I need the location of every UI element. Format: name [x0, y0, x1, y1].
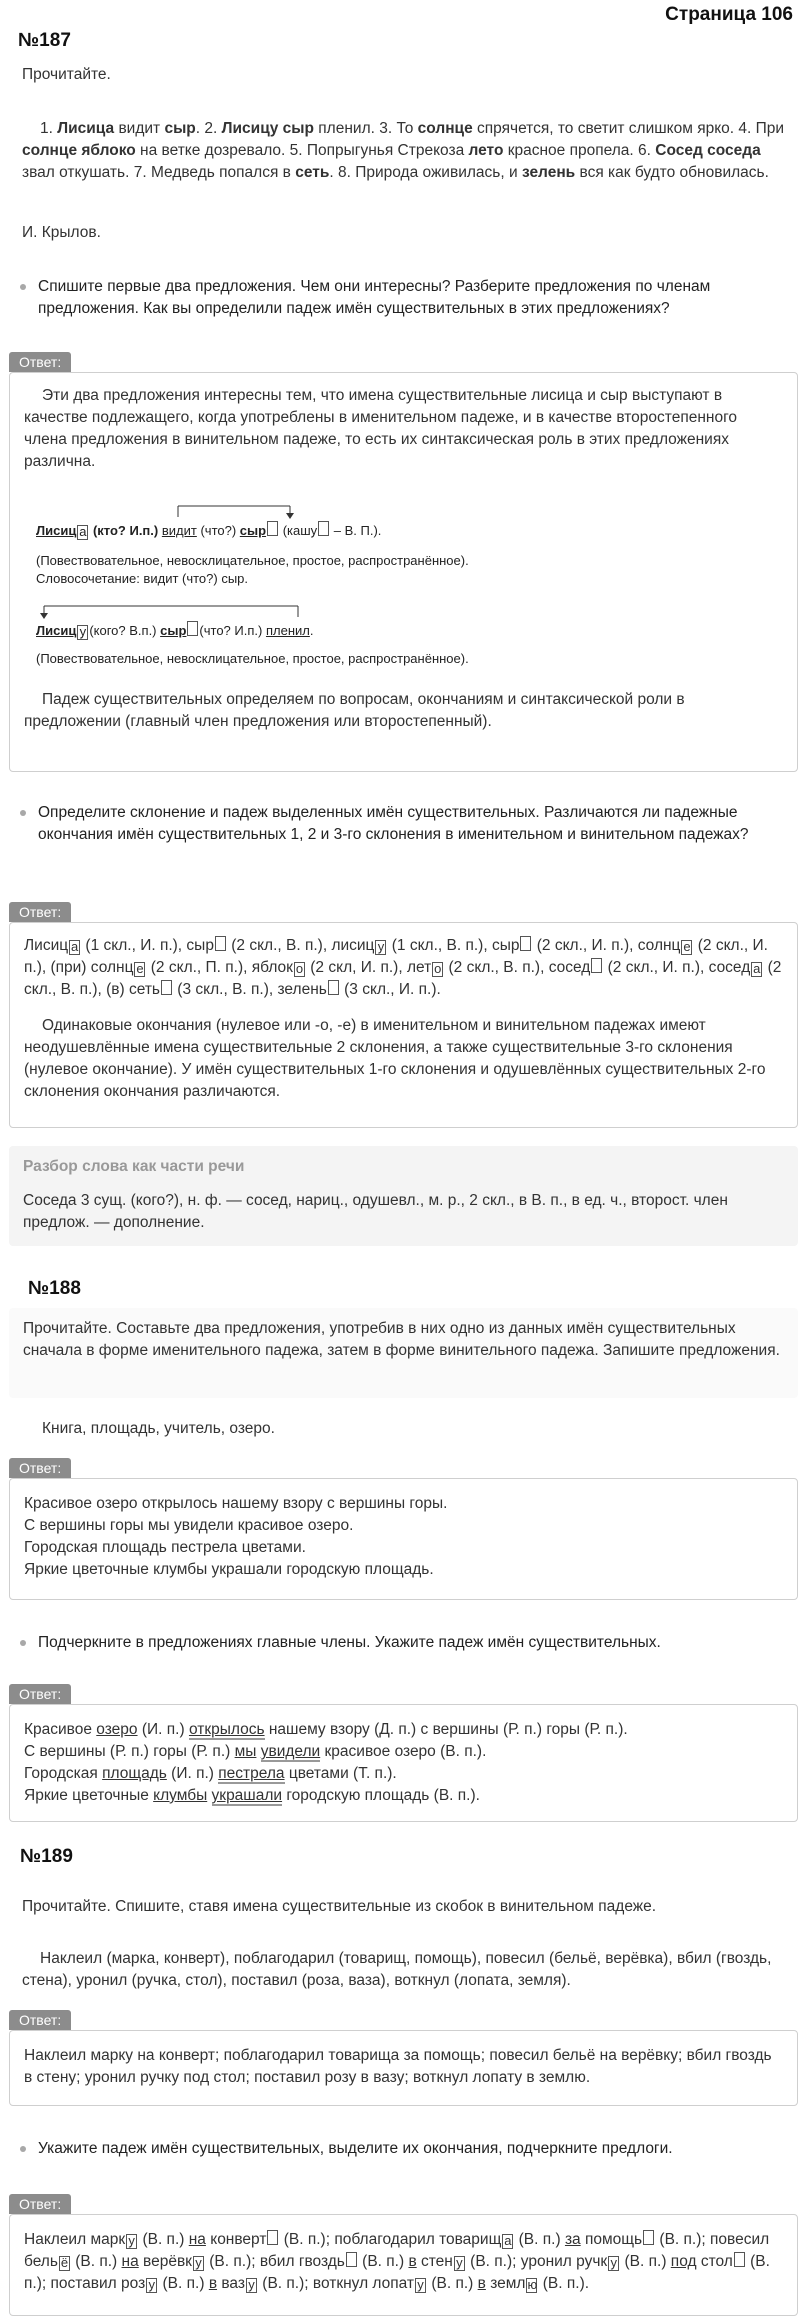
ending-box [267, 2230, 278, 2245]
preposition: в [408, 2253, 417, 2270]
question-188-2: Подчеркните в предложениях главные члены. Укажите падеж имён существительных. [18, 1632, 793, 1654]
scheme-note-1: (Повествовательное, невосклицательное, простое, распространённое). [36, 553, 469, 568]
word-stem: конверт [210, 2231, 267, 2248]
word-stem: сыр [491, 937, 520, 954]
declension-list [24, 935, 783, 1001]
sentence-1: Красивое озеро открылось нашему взору с вершины горы. [24, 1495, 448, 1512]
ending-box: у [375, 940, 386, 955]
sentence-2: С вершины горы мы увидели красивое озеро. [24, 1517, 354, 1534]
word-stem: яблок [251, 959, 293, 976]
word-stem: земл [490, 2275, 526, 2292]
case-note: (В. п.) [427, 2275, 478, 2292]
case-note: (В. п.) [158, 2275, 209, 2292]
case-note: (В. п.) [138, 2231, 189, 2248]
ending-box: у [246, 2278, 257, 2293]
case-note: (В. п.) [514, 2231, 565, 2248]
answer-paragraph: Эти два предложения интересны тем, что имена существительные лисица и сыр выступают в качестве подлежащего, когда употреблены в именительном падеже, и в качестве второстепенного члена предложения в винительном падеже, то есть их синтаксическая роль в этих предложениях различна. [24, 387, 738, 470]
ending-box: о [434, 961, 442, 976]
ending-box: ё [60, 2255, 69, 2270]
scheme-line-2: Лисиц у (кого? В.п.) сыр (что? И.п.) пленил. [36, 623, 314, 639]
ending-box: о [295, 961, 304, 976]
source-text: Наклеил (марка, конверт), поблагодарил (товарищ, помощь), повесил (бельё, верёвка), вбил (гвоздь, стена), уронил (ручка, стол), поставил (роза, ваза), воткнул (лопата, земля). [22, 1950, 772, 1989]
word-stem: лисиц [331, 937, 375, 954]
scheme-line-1: Лисиц а (кто? И.п.) видит (что?) сыр (кашу – В. П.). [36, 523, 382, 539]
word-stem: сеть [128, 981, 160, 998]
word-parse-box [9, 1146, 798, 1246]
word-parse-title: Разбор слова как части речи [23, 1158, 245, 1175]
word-stem: солнц [90, 959, 134, 976]
ending-box: ю [527, 2277, 538, 2292]
word-list: Книга, площадь, учитель, озеро. [42, 1420, 275, 1437]
answer-box-187-2 [9, 922, 798, 1128]
answer-tag: Ответ: [9, 1684, 71, 1704]
case-note: (3 скл., В. п.), [173, 981, 278, 998]
task-189: Прочитайте. Спишите, ставя имена существительные из скобок в винительном падеже. [22, 1898, 657, 1915]
answer-paragraph: Одинаковые окончания (нулевое или -о, -е) в именительном и винительном падежах имеют неодушевлённые имена существительные 2 склонения, а также существительные 3-го склонения (нулевое окончание). У имён существительных 1-го склонения и одушевлённых существительных 2-го склонения окончания различаются. [24, 1017, 766, 1100]
case-note: (2 скл., И. п.), [603, 959, 709, 976]
ending-box: у [608, 2256, 619, 2271]
answer-tag: Ответ: [9, 1458, 71, 1478]
case-note: (2 скл., И. п.), [532, 937, 638, 954]
ending-box: е [683, 939, 691, 954]
question-187-2: Определите склонение и падеж выделенных имён существительных. Различаются ли падежные окончания имён существительных 1, 2 и 3-го склонения в именительном и винительном падежах? [18, 802, 793, 846]
word-stem: марк [90, 2231, 126, 2248]
case-note: (3 скл., И. п.). [339, 981, 441, 998]
case-note: (В. п.); уронил [465, 2253, 577, 2270]
question-189-2: Укажите падеж имён существительных, выделите их окончания, подчеркните предлоги. [18, 2138, 793, 2160]
ending-box: е [136, 961, 144, 976]
poem-text: 1. Лисица видит сыр. 2. Лисицу сыр пленил. 3. То солнце спрячется, то светит слишком ярко. 4. При солнце яблоко на ветке дозревало. 5. Попрыгунья Стрекоза лето красное пропела. 6. Сосед соседа звал откушать. 7. Медведь попался в сеть. 8. Природа оживилась, и зелень вся как будто обновилась. [22, 120, 785, 181]
case-note: (2 скл., В. п.), (в) [24, 959, 782, 998]
preposition: в [477, 2275, 486, 2292]
word-stem: ваз [221, 2275, 245, 2292]
ending-box: у [454, 2256, 465, 2271]
answer-tag: Ответ: [9, 352, 71, 372]
case-note: (В. п.); повесил [655, 2231, 770, 2248]
word-stem: стен [421, 2253, 453, 2270]
case-note: (В. п.); воткнул [257, 2275, 373, 2292]
sentence-4: Яркие цветочные клумбы украшали городскую площадь. [24, 1561, 434, 1578]
analysed-sentence-3: Городская площадь (И. п.) пестрела цветами (Т. п.). [24, 1765, 397, 1782]
ending-box: у [146, 2278, 157, 2293]
ending-box: у [126, 2234, 137, 2249]
case-note: (В. п.); поставил [24, 2253, 770, 2292]
answer-box-188-1 [9, 1478, 798, 1600]
preposition: на [121, 2253, 139, 2270]
word-stem: лет [406, 959, 432, 976]
poem-author: И. Крылов. [22, 224, 101, 241]
sentence-scheme [28, 491, 488, 651]
word-stem: гвоздь [298, 2253, 345, 2270]
case-note: (В. п.); вбил [204, 2253, 299, 2270]
word-stem: сыр [186, 937, 214, 954]
exercise-number-187: №187 [18, 30, 71, 51]
ending-box [161, 980, 172, 995]
sentence-3: Городская площадь пестрела цветами. [24, 1539, 306, 1556]
case-note: (2 скл., И. п.), (при) [24, 937, 768, 976]
case-note: (В. п.). [538, 2275, 590, 2292]
exercise-number-189: №189 [20, 1846, 73, 1867]
case-note: (1 скл., В. п.), [387, 937, 492, 954]
case-note: (2 скл., П. п.), [146, 959, 252, 976]
word-stem: бель [24, 2253, 58, 2270]
page-number: Страница 106 [665, 4, 793, 25]
case-note: (В. п.) [620, 2253, 671, 2270]
case-note: (1 скл., И. п.), [81, 937, 187, 954]
word-parse-text: Соседа 3 сущ. (кого?), н. ф. — сосед, нариц., одушевл., м. р., 2 скл., в В. п., в ед. ч., второст. член предлож. — дополнение. [23, 1192, 728, 1231]
ending-box [215, 936, 226, 951]
task-box-188 [9, 1308, 798, 1398]
case-note: (2 скл., В. п.), [444, 959, 549, 976]
preposition: в [208, 2275, 218, 2292]
preposition: под [670, 2253, 697, 2270]
word-stem: лопат [372, 2275, 415, 2292]
word-stem: сосед [708, 959, 751, 976]
ending-box [643, 2230, 654, 2245]
analysed-sentence-2: С вершины (Р. п.) горы (Р. п.) мы увидели красивое озеро (В. п.). [24, 1743, 487, 1760]
word-stem: ручк [576, 2253, 608, 2270]
word-stem: зелень [277, 981, 327, 998]
preposition: на [188, 2231, 206, 2248]
word-stem: стол [700, 2253, 733, 2270]
ending-box: у [193, 2256, 204, 2271]
analysed-sentence-1: Красивое озеро (И. п.) открылось нашему взору (Д. п.) с вершины (Р. п.) горы (Р. п.). [24, 1721, 628, 1738]
scheme-note-2: (Повествовательное, невосклицательное, простое, распространённое). [36, 651, 469, 666]
answer-paragraph-2: Падеж существительных определяем по вопросам, окончаниям и синтаксической роли в предложении (главный член предложения или второстепенный). [24, 691, 685, 730]
ending-box: у [415, 2278, 426, 2293]
word-stem: помощь [584, 2231, 643, 2248]
case-note: (В. п.) [70, 2253, 122, 2270]
ending-box [520, 936, 531, 951]
ending-box: а [504, 2233, 512, 2248]
case-note: (В. п.); поблагодарил [279, 2231, 440, 2248]
word-stem: солнц [637, 937, 681, 954]
word-stem: роз [121, 2275, 146, 2292]
case-note: (2 скл., В. п.), [226, 937, 332, 954]
text: Наклеил [24, 2231, 91, 2248]
answer-box-188-2 [9, 1704, 798, 1822]
answer-box-187-1 [9, 372, 798, 772]
answer-text: Наклеил марку на конверт; поблагодарил товарища за помощь; повесил бельё на верёвку; вбил гвоздь в стену; уронил ручку под стол; поставил розу в вазу; воткнул лопату в землю. [24, 2047, 772, 2086]
case-note: (В. п.) [357, 2253, 409, 2270]
analysed-sentence-4: Яркие цветочные клумбы украшали городскую площадь (В. п.). [24, 1787, 480, 1804]
preposition: за [564, 2231, 581, 2248]
ending-box [734, 2252, 745, 2267]
ending-box: а [753, 961, 761, 976]
scheme-phrase: Словосочетание: видит (что?) сыр. [36, 571, 249, 586]
word-stem: товарищ [439, 2231, 502, 2248]
word-stem: верёвк [143, 2253, 192, 2270]
ending-box: а [71, 939, 79, 954]
ending-box [591, 958, 602, 973]
task-187: Прочитайте. [22, 66, 111, 83]
answer-tag: Ответ: [9, 2194, 71, 2214]
answer-tag: Ответ: [9, 2010, 71, 2030]
answer-box-189-1 [9, 2030, 798, 2106]
answer-box-189-2 [9, 2214, 798, 2316]
ending-box [328, 980, 339, 995]
word-stem: сосед [548, 959, 591, 976]
word-stem: Лисиц [24, 937, 69, 954]
endings-analysis [24, 2229, 783, 2295]
exercise-number-188: №188 [28, 1278, 81, 1299]
ending-box [346, 2252, 357, 2267]
case-note: (2 скл, И. п.), [305, 959, 407, 976]
question-187-1: Спишите первые два предложения. Чем они интересны? Разберите предложения по членам предложения. Как вы определили падеж имён существительных в этих предложениях? [18, 276, 793, 320]
task-188: Прочитайте. Составьте два предложения, употребив в них одно из данных имён существительных сначала в форме именительного падежа, затем в форме винительного падежа. Запишите предложения. [23, 1320, 780, 1359]
answer-tag: Ответ: [9, 902, 71, 922]
